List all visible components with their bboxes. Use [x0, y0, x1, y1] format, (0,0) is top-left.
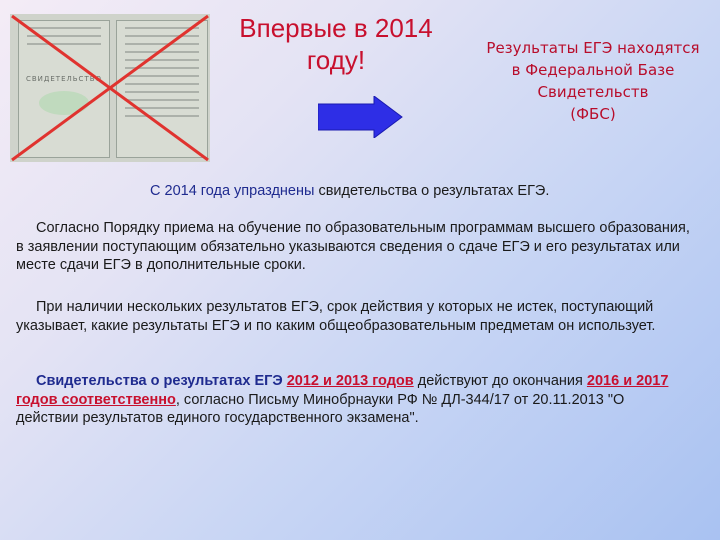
page-title: [216, 12, 456, 76]
crossed-certificate-icon: [10, 14, 210, 162]
fbs-note-line4: (ФБС): [570, 105, 616, 123]
paragraph-multiple-results: При наличии нескольких результатов ЕГЭ, срок действия у которых не истек, поступающий указывает, какие результаты ЕГЭ и по каким общеобразовательным предметам он использует.: [16, 299, 656, 334]
validity-rest: , согласно Письму Минобрнауки РФ № ДЛ-344/17 от 20.11.2013 "О действии результатов единого государственного экзамена".: [16, 391, 625, 426]
validity-lead: Свидетельства о результатах ЕГЭ: [36, 373, 287, 389]
validity-end-years: 2016 и 2017 годов соответственно: [16, 373, 669, 408]
fbs-note-line3: Свидетельств: [537, 83, 649, 101]
page-title-line2: году!: [306, 45, 366, 75]
right-arrow-icon: [318, 96, 404, 138]
paragraph-abolished: [16, 182, 690, 201]
abolished-rest: свидетельства о результатах ЕГЭ.: [314, 183, 550, 199]
validity-years: 2012 и 2013 годов: [286, 373, 414, 389]
paragraph-validity: [16, 372, 690, 428]
validity-mid: действуют до окончания: [413, 373, 587, 389]
certificate-title: СВИДЕТЕЛЬСТВО: [25, 75, 103, 83]
abolished-lead: С 2014 года упразднены: [150, 183, 315, 199]
fbs-note-line1: Результаты ЕГЭ находятся: [486, 39, 700, 57]
fbs-note: [478, 37, 708, 125]
page-title-line1: Впервые в 2014: [239, 13, 433, 43]
fbs-note-line2: в Федеральной Базе: [511, 61, 675, 79]
certificate-image: [10, 14, 210, 162]
paragraph-admission-rules: Согласно Порядку приема на обучение по образовательным программам высшего образования, в заявлении поступающим обязательно указываются сведения о сдаче ЕГЭ и его результатах или месте сдачи ЕГЭ в дополнительные сроки.: [16, 220, 690, 273]
